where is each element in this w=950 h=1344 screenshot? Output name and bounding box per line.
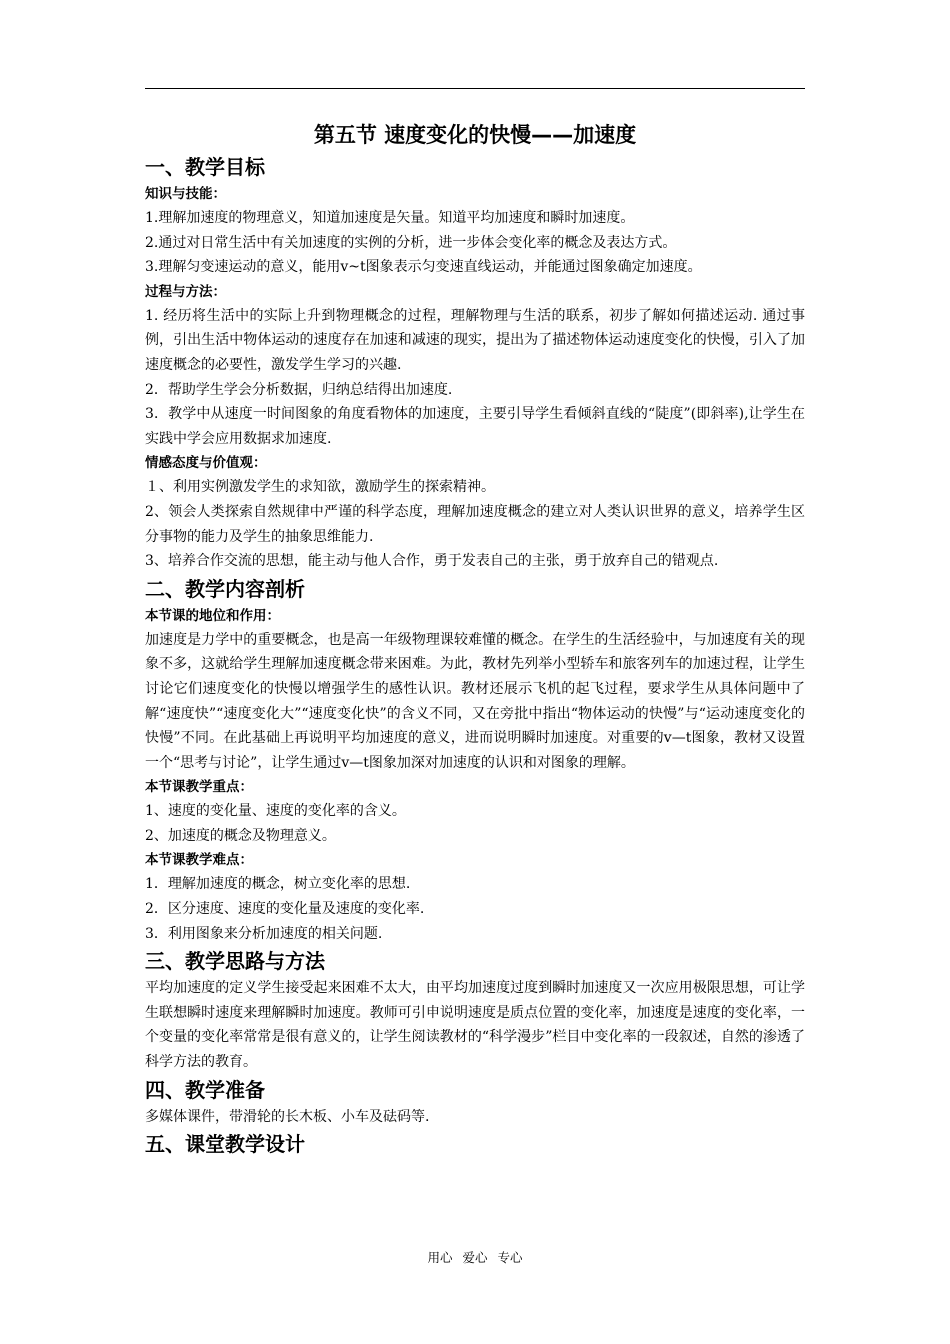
paragraph: 2、加速度的概念及物理意义。 <box>145 827 336 844</box>
paragraph: 3．教学中从速度一时间图象的角度看物体的加速度，主要引导学生看倾斜直线的“陡度”(即斜率),让学生在实践中学会应用数据求加速度. <box>145 406 805 447</box>
section-heading: 四、教学准备 <box>145 1077 265 1102</box>
section-heading: 三、教学思路与方法 <box>145 949 325 974</box>
paragraph: 加速度是力学中的重要概念，也是高一年级物理课较难懂的概念。在学生的生活经验中，与加速度有关的现象不多，这就给学生理解加速度概念带来困难。为此，教材先列举小型轿车和旅客列车的加速过程，让学生讨论它们速度变化的快慢以增强学生的感性认识。教材还展示飞机的起飞过程，要求学生从具体问题中了解“速度快”“速度变化大”“速度变化快”的含义不同，又在旁批中指出“物体运动的快慢”与“运动速度变化的快慢”不同。在此基础上再说明平均加速度的意义，进而说明瞬时加速度。对重要的v—t图象，教材又设置一个“思考与讨论”，让学生通过v—t图象加深对加速度的认识和对图象的理解。 <box>145 631 805 771</box>
section-heading: 二、教学内容剖析 <box>145 576 305 601</box>
paragraph: 3.理解匀变速运动的意义，能用v~t图象表示匀变速直线运动，并能通过图象确定加速度。 <box>145 259 702 276</box>
section-heading: 一、教学目标 <box>145 155 265 179</box>
paragraph: 平均加速度的定义学生接受起来困难不太大，由平均加速度过度到瞬时加速度又一次应用极限思想，可让学生联想瞬时速度来理解瞬时加速度。教师可引申说明速度是质点位置的变化率，加速度是速度的变化率，一个变量的变化率常常是很有意义的，让学生阅读教材的“科学漫步”栏目中变化率的一段叙述，自然的渗透了科学方法的教育。 <box>145 980 805 1071</box>
paragraph: 2.通过对日常生活中有关加速度的实例的分析，进一步体会变化率的概念及表达方式。 <box>145 234 677 251</box>
subsection-heading: 本节课教学难点： <box>145 852 253 869</box>
subsection-heading: 知识与技能： <box>145 186 226 202</box>
paragraph: 3．利用图象来分析加速度的相关问题. <box>145 925 383 942</box>
subsection-heading: 本节课教学重点： <box>145 779 253 796</box>
subsection-heading: 本节课的地位和作用： <box>145 607 280 624</box>
document-title: 第五节 速度变化的快慢——加速度 <box>313 123 637 147</box>
paragraph: 1、速度的变化量、速度的变化率的含义。 <box>145 803 406 820</box>
paragraph: 2、领会人类探索自然规律中严谨的科学态度，理解加速度概念的建立对人类认识世界的意义，培养学生区分事物的能力及学生的抽象思维能力. <box>145 503 805 545</box>
paragraph: 2．区分速度、速度的变化量及速度的变化率. <box>145 901 425 918</box>
page-footer: 用心 爱心 专心 <box>427 1250 523 1265</box>
paragraph: 2．帮助学生学会分析数据，归纳总结得出加速度. <box>145 381 453 398</box>
paragraph: 1．理解加速度的概念，树立变化率的思想. <box>145 876 411 893</box>
paragraph: 多媒体课件，带滑轮的长木板、小车及砝码等. <box>145 1108 430 1125</box>
subsection-heading: 情感态度与价值观： <box>145 455 267 472</box>
paragraph: 1. 经历将生活中的实际上升到物理概念的过程，理解物理与生活的联系，初步了解如何描述运动. 通过事例，引出生活中物体运动的速度存在加速和减速的现实，提出为了描述物体运动速度变化的快慢，引入了加速度概念的必要性，激发学生学习的兴趣. <box>145 307 805 373</box>
paragraph: 1.理解加速度的物理意义，知道加速度是矢量。知道平均加速度和瞬时加速度。 <box>145 210 635 226</box>
paragraph: 3、培养合作交流的思想，能主动与他人合作，勇于发表自己的主张，勇于放弃自己的错观点. <box>145 553 719 570</box>
section-heading: 五、课堂教学设计 <box>145 1132 305 1157</box>
subsection-heading: 过程与方法： <box>145 283 226 300</box>
document-body <box>145 118 805 1159</box>
header-rule <box>145 88 805 89</box>
paragraph: １、利用实例激发学生的求知欲，激励学生的探索精神。 <box>145 479 495 496</box>
sections-container <box>145 152 805 1159</box>
